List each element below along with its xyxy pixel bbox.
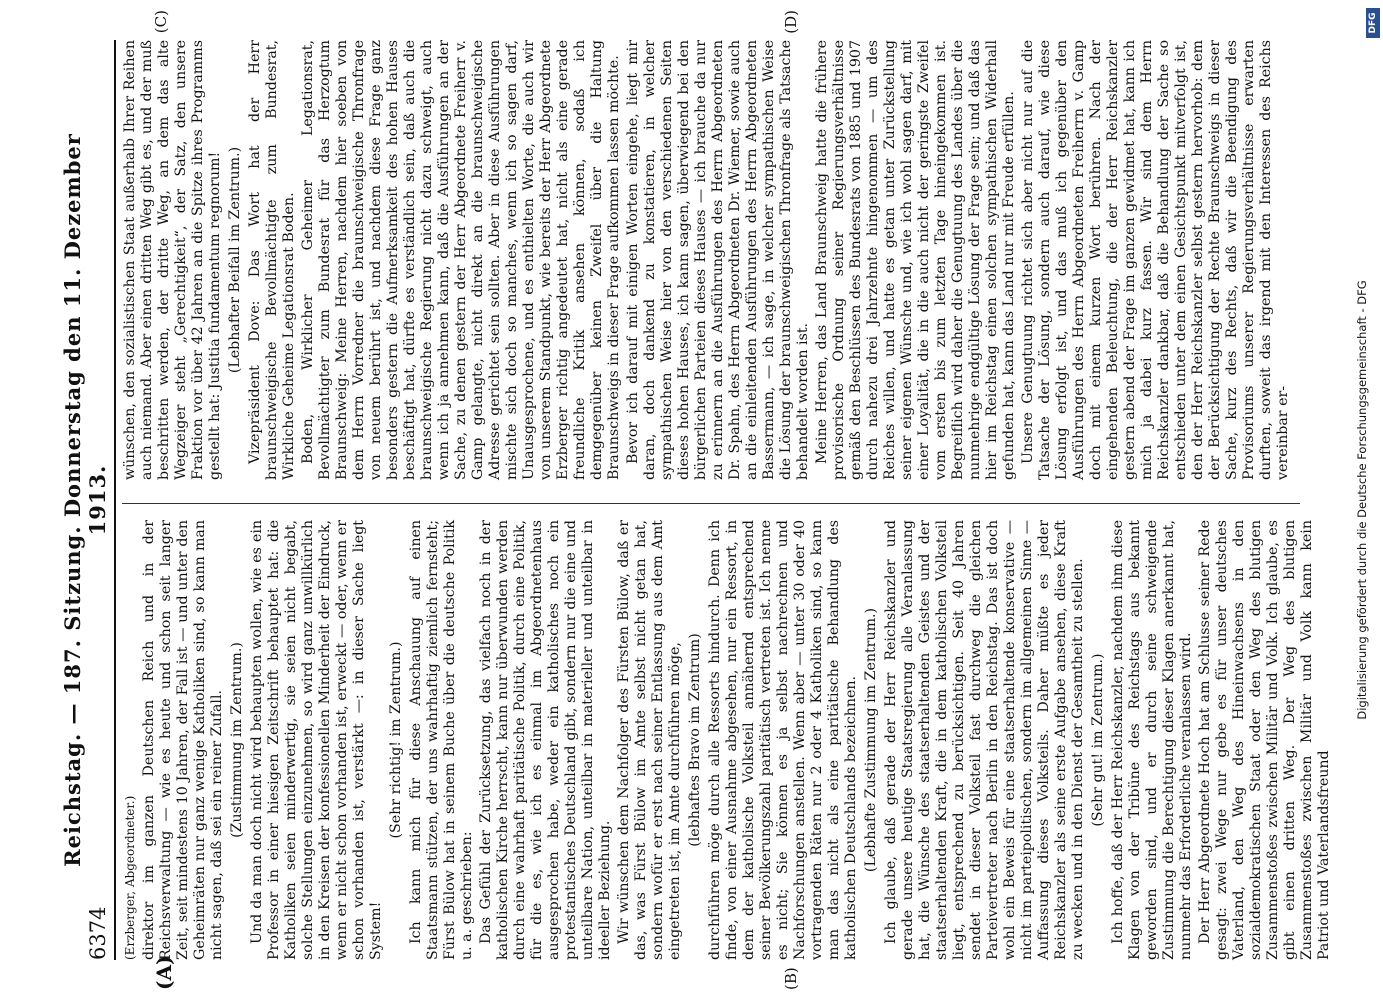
paragraph: Ich kann mich für diese Anschauung auf einen Staatsmann stützen, der uns wahrhaftig ziemlich fernsteht; Fürst Bülow hat in seinem Buche über die deutsche Politik u. a. geschrieben:: [408, 520, 475, 960]
reaction: (Zustimmung im Zentrum.): [229, 642, 245, 838]
paragraph: Wir wünschen dem Nachfolger des Fürsten Bülow, daß er das, was Fürst Bülow im Amte selbst nicht getan hat, sondern wofür er erst nach seiner Entlassung aus dem Amt eingetreten ist, im Amte durchführen möge,: [616, 520, 683, 960]
paragraph: Boden, Wirklicher Geheimer Legationsrat, Bevollmächtigter zum Bundesrat für das Herzogtum Braunschweig: Meine Herren, nachdem hier soeben von dem Herrn Vorredner die braunschweigische Thronfrage von neuem berührt ist, und nachdem diese Frage ganz besonders gestern die Aufmerksamkeit des hohen Hauses beschäftigt hat, dürfte es verständlich sein, daß auch die braunschweigische Regierung nicht dazu schweigt, auch wenn ich ja annehmen kann, daß die Ausführungen an der Sache, zu denen gestern der Herr Abgeordnete Freiherr v. Gamp gelangte, nicht direkt an die braunschweigische Adresse gerichtet sein sollten. Aber in diese Ausführungen mischte sich doch so manches, wenn ich so sagen darf, Unausgesprochene, und es enthielten Worte, die auch wir von unserem Standpunkt, wie bereits der Herr Abgeordnete Erzberger richtig angedeutet hat, nicht als eine gerade freundliche Kritik ansehen können, sodaß ich demgegenüber keinen Zweifel über die Haltung Braunschweigs in dieser Frage aufkommen lassen möchte.: [300, 40, 622, 480]
page-header: [60, 40, 116, 960]
reaction: (Lebhafter Beifall im Zentrum.): [227, 146, 243, 374]
rotated-page: [30, 0, 1330, 1000]
paragraph: Meine Herren, das Land Braunschweig hatte die frühere provisorische Ordnung seiner Regierungsverhältnisse gemäß den Beschlüssen des Bundesrats von 1885 und 1907 durch nahezu drei Jahrzehnte hingenommen — um des Reiches willen, und hatte es getan unter Zurückstellung seiner eigenen Wünsche und, wie ich wohl sagen darf, mit einer Loyalität, die in die auch nicht der geringste Zweifel vom ersten bis zum letzten Tage hineingekommen ist. Begreiflich wird daher die Genugtuung des Landes über die nunmehrige endgültige Lösung der Frage sein; und daß das hier im Reichstag einen solchen sympathischen Widerhall gefunden hat, kann das Land nur mit Freude erfüllen.: [814, 40, 1017, 480]
reaction: (Lebhafte Zustimmung im Zentrum.): [863, 607, 879, 873]
digitization-credit: [1355, 5, 1377, 995]
paragraph: Ich hoffe, daß der Herr Reichskanzler, nachdem ihm diese Klagen von der Tribüne des Reichstags aus bekannt geworden sind, und er durch seine schweigende Zustimmung die Berechtigung dieser Klagen anerkannt hat, nunmehr das Erforderliche veranlassen wird.: [1110, 520, 1194, 960]
margin-marker-b: (B): [782, 967, 800, 990]
paragraph: Vizepräsident Dove: Das Wort hat der Herr braunschweigische Bevollmächtigte zum Bundesrat, Wirkliche Geheime Legationsrat Boden.: [247, 40, 297, 480]
page-number: 6374: [86, 906, 110, 960]
paragraph: Unsere Genugtuung richtet sich aber nicht nur auf die Tatsache der Lösung, sondern auch darauf, wie diese Lösung erfolgt ist, und das muß ich gegenüber den Ausführungen des Herrn Abgeordneten Freiherrn v. Gamp doch mit einem kurzen Wort berühren. Nach der eingehenden Beleuchtung, die der Herr Reichskanzler gestern abend der Frage im ganzen gewidmet hat, kann ich mich ja dabei kurz fassen. Wir sind dem Herrn Reichskanzler dankbar, daß die Behandlung der Sache so entschieden unter dem einen Gesichtspunkt mitverfolgt ist, den der Herr Reichskanzler selbst gestern hervorhob: dem der Berücksichtigung der Rechte Braunschweigs in dieser Sache, kurz des Rechts, daß wir die Beendigung des Provisoriums unserer Regierungsverhältnisse erwarten durften, soweit das irgend mit den Interessen des Reichs vereinbar er-: [1020, 40, 1291, 480]
paragraph: Bevor ich darauf mit einigen Worten eingehe, liegt mir daran, doch dankend zu konstatieren, in welcher sympathischen Weise hier von den verschiedenen Seiten dieses hohen Hauses, ich kann sagen, überwiegend bei den bürgerlichen Parteien dieses Hauses — ich brauche da nur zu erinnern an die Ausführungen des Herrn Abgeordneten Dr. Spahn, des Herrn Abgeordneten Dr. Wiemer, sowie auch an die einleitenden Ausführungen des Herrn Abgeordneten Bassermann, — ich sage, in welcher sympathischen Weise die Lösung der braunschweigischen Thronfrage als Tatsache behandelt worden ist.: [625, 40, 811, 480]
column-divider: [122, 503, 1300, 504]
margin-marker-c: (C): [152, 10, 170, 34]
quotation: Das Gefühl der Zurücksetzung, das vielfach noch in der katholischen Kirche herrscht, kann nur überwunden werden durch eine wahrhaft paritätische Politik, durch eine Politik, für die es, wie ich es einmal im Abgeordnetenhaus ausgesprochen habe, weder ein katholisches noch ein protestantisches Deutschland gibt, sondern nur die eine und unteilbare Nation, unteilbar in materieller und unteilbar in ideeller Beziehung.: [478, 520, 613, 960]
reaction: (lebhaftes Bravo im Zentrum): [687, 633, 703, 847]
dfg-logo-text: DFG: [1368, 12, 1378, 34]
right-column: [122, 40, 1300, 480]
margin-marker-a: (A): [152, 955, 176, 990]
paragraph: wünschen, den sozialistischen Staat außerhalb Ihrer Reihen auch niemand. Aber einen dritten Weg gibt es, und der muß beschritten werden, der dritte Weg, an dem das alte Wegzeiger steht „Gerechtigkeit“, der Satz, den unsere Fraktion vor über 42 Jahren an die Spitze ihres Programms gestellt hat: Justitia fundamentum regnorum!: [122, 40, 223, 480]
paragraph: Ich glaube, daß gerade der Herr Reichskanzler und gerade unsere heutige Staatsregierung alle Veranlassung hat, die Wünsche des staatserhaltenden Geistes und der staatserhaltenden Kraft, die in dem katholischen Volksteil liegt, entsprechend zu berücksichtigen. Seit 40 Jahren sendet in dieser Volksteil fast durchweg die gleichen Parteivertreter nach Berlin in den Reichstag. Das ist doch wohl ein Beweis für eine staatserhaltende konservative — nicht im parteipolitischen, sondern im allgemeinen Sinne — Auffassung dieses Volksteils. Daher müßte es jeder Reichskanzler als seine erste Aufgabe ansehen, diese Kraft zu wecken und in den Dienst der Gesamtheit zu stellen.: [883, 520, 1086, 960]
credit-text: Digitalisierung gefördert durch die Deutsche Forschungsgemeinschaft - DFG: [1355, 280, 1369, 720]
page-title: Reichstag. — 187. Sitzung. Donnerstag den 11. Dezember 1913.: [60, 133, 110, 867]
dfg-logo: [1366, 8, 1380, 38]
paragraph: durchführen möge durch alle Ressorts hindurch. Denn ich finde, von einer Ausnahme abgesehen, nur ein Ressort, in dem der katholische Volksteil annähernd entsprechend seiner Bevölkerungszahl paritätisch vertreten ist. Ich nenne es nicht; Sie können es ja selbst nachrechnen und Nachforschungen anstellen. Wenn aber — unter 30 oder 40 vortragenden Räten nur 2 oder 4 Katholiken sind, so kann man das nicht als eine paritätische Behandlung des katholischen Deutschlands bezeichnen.: [707, 520, 859, 960]
text-columns: [122, 10, 1332, 990]
paragraph: Und da man doch nicht wird behaupten wollen, wie es ein Professor in einer hiesigen Zeitschrift behauptet hat: die Katholiken seien minderwertig, sie seien nicht begabt, solche Stellungen einzunehmen, so wird ganz unwillkürlich in den Kreisen der konfessionellen Minderheit der Eindruck, wenn er nicht schon vorhanden ist, erweckt — oder, wenn er schon vorhanden ist, verstärkt —: in dieser Sache liegt System!: [249, 520, 384, 960]
margin-marker-d: (D): [782, 10, 800, 34]
paragraph: direktor im ganzen Deutschen Reich und in der Reichsverwaltung — wie es heute und schon seit langer Zeit, seit mindestens 10 Jahren, der Fall ist — und unter den Geheimräten nur ganz wenige Katholiken sind, so kann man nicht sagen, daß sei ein reiner Zufall.: [141, 520, 225, 960]
left-column: [122, 520, 1332, 960]
reaction: (Sehr gut! im Zentrum.): [1090, 653, 1106, 827]
speaker-note: (Erzberger, Abgeordneter.): [123, 795, 137, 960]
paragraph: Der Herr Abgeordnete Hoch hat am Schlusse seiner Rede gesagt: zwei Wege nur gebe es für unser deutsches Vaterland, den Weg des Hineinwachsens in den sozialdemokratischen Staat oder den Weg des blutigen Zusammenstoßes zwischen Militär und Volk. Ich glaube, es gibt einen dritten Weg. Der Weg des blutigen Zusammenstoßes zwischen Militär und Volk kann kein Patriot und Vaterlandsfreund: [1197, 520, 1332, 960]
reaction: (Sehr richtig! im Zentrum.): [388, 641, 404, 839]
